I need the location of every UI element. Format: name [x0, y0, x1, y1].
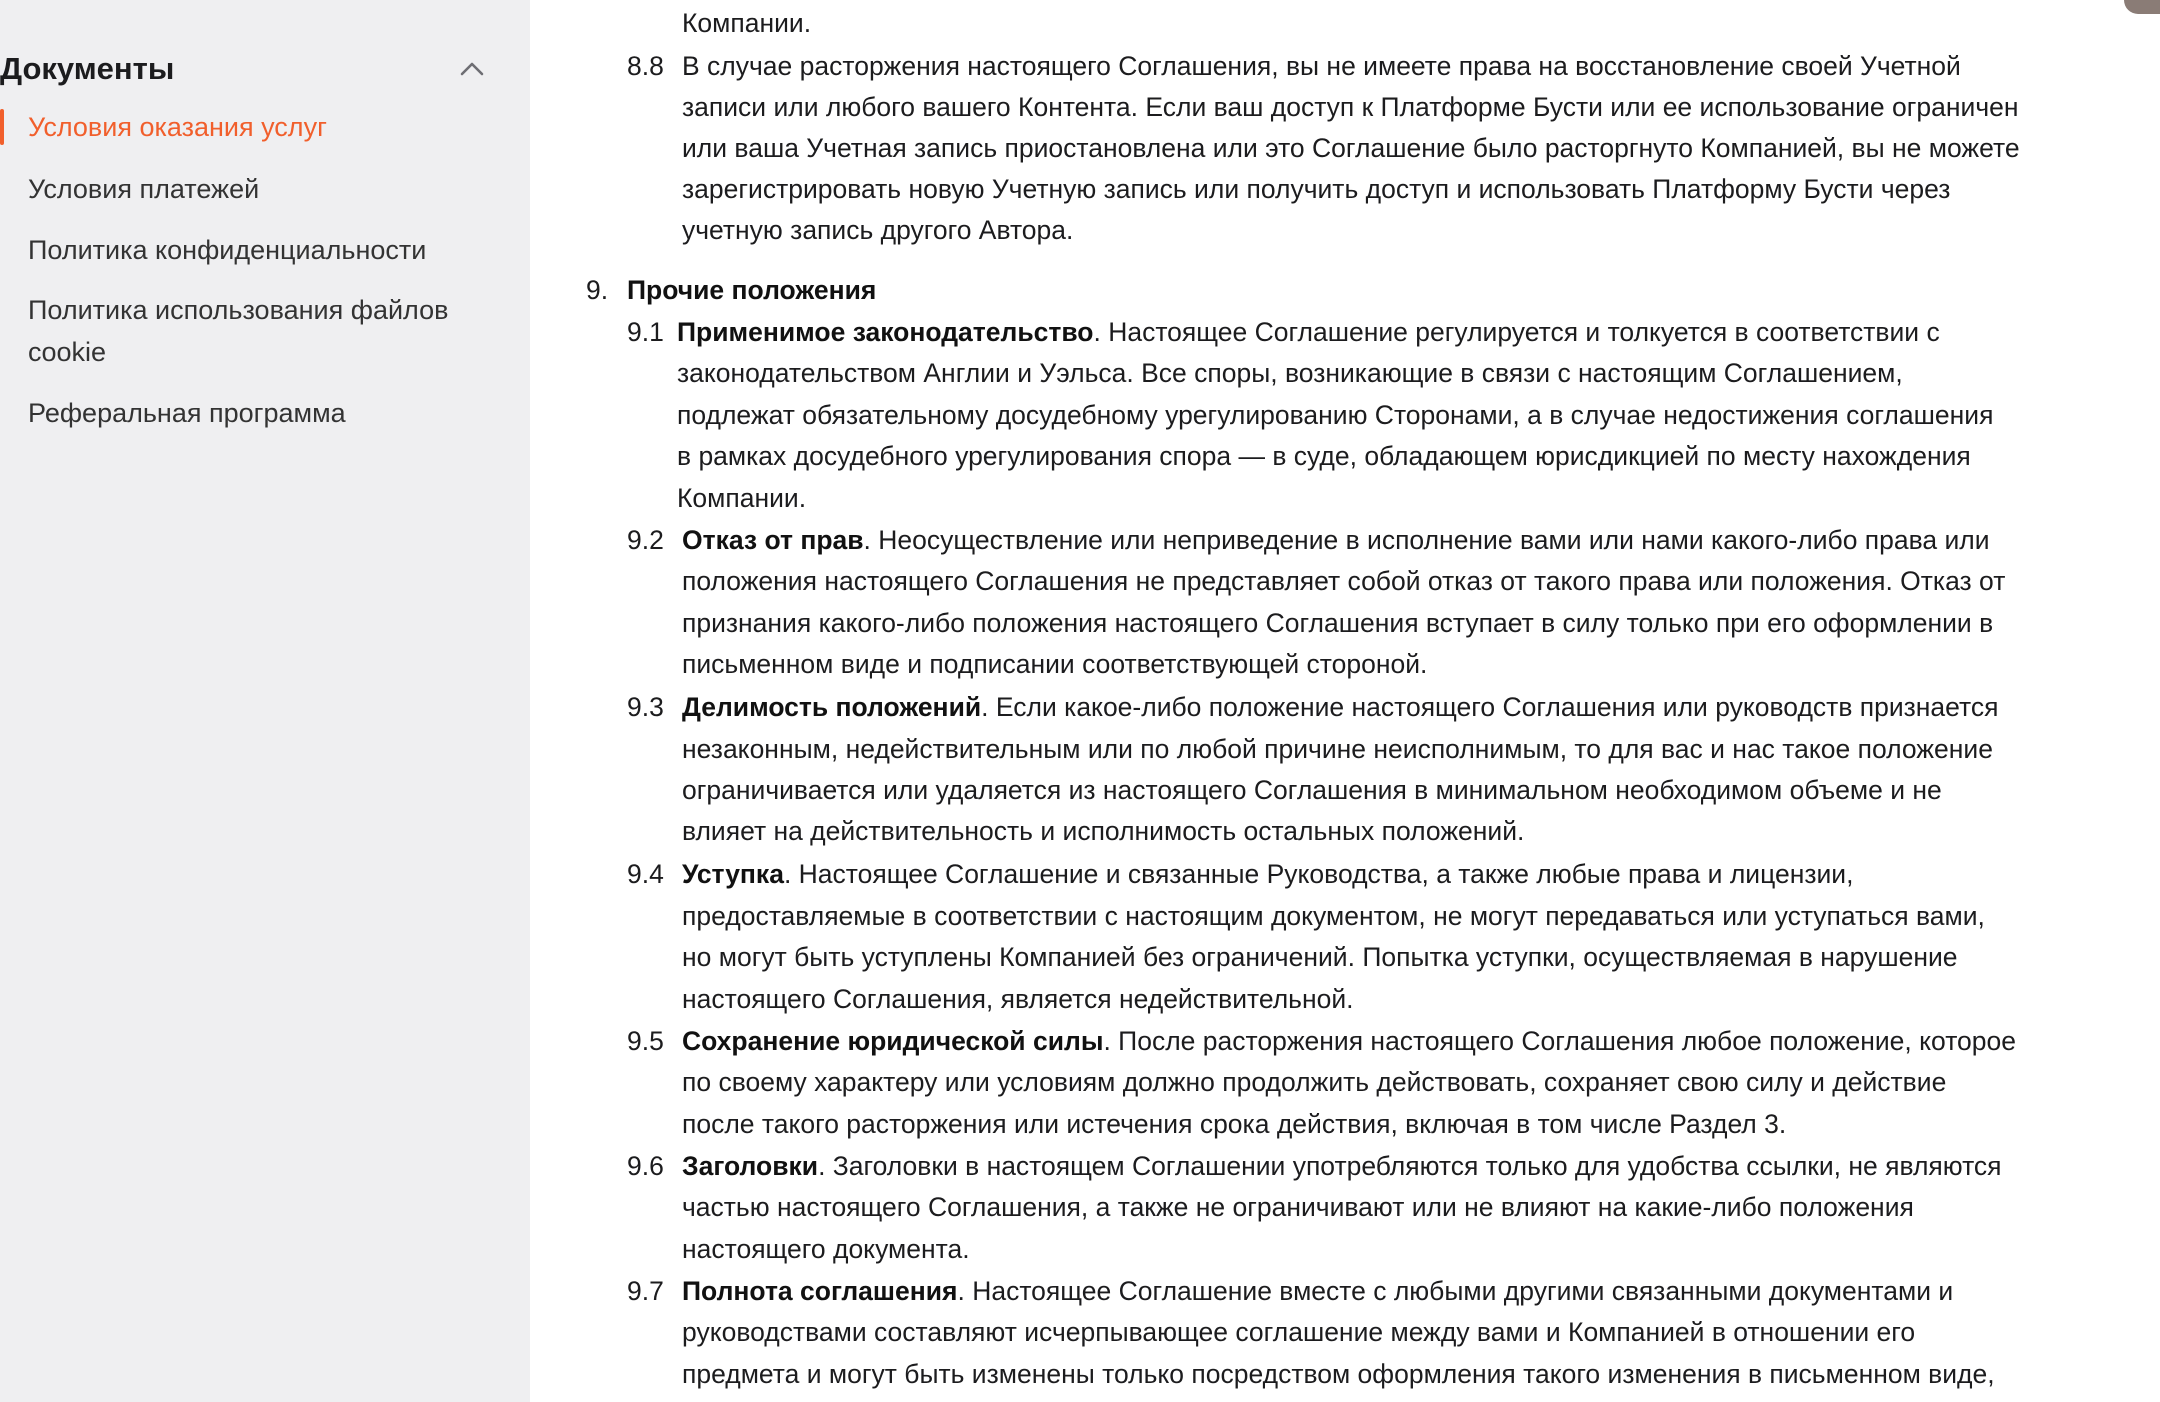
section-text: после такого расторжения или истечения срока действия, включая в том числе Раздел 3.	[682, 1109, 1787, 1139]
section-text: Компании.	[677, 483, 807, 513]
sidebar-item-privacy-policy[interactable]	[0, 229, 490, 271]
section-text: зарегистрировать новую Учетную запись или получить доступ и использовать Платформу Бусти через	[682, 174, 1951, 204]
section-text: подлежат обязательному досудебному урегулированию Сторонами, а в случае недостижения соглашения	[677, 400, 1994, 430]
section-text: Делимость положений. Если какое-либо положение настоящего Соглашения или руководств признается	[682, 692, 1999, 722]
sidebar-item-label: Условия оказания услуг	[28, 112, 327, 142]
section-text: влияет на действительность и исполнимость остальных положений.	[682, 816, 1525, 846]
section-heading: Прочие положения	[627, 275, 877, 305]
section-text: законодательством Англии и Уэльса. Все споры, возникающие в связи с настоящим Соглашением,	[677, 358, 1903, 388]
section-text: Полнота соглашения. Настоящее Соглашение вместе с любыми другими связанными документами и	[682, 1276, 1954, 1306]
sidebar-item-label: Условия платежей	[28, 174, 260, 204]
section-number: 9.2	[627, 525, 664, 555]
chevron-up-icon[interactable]	[454, 51, 490, 87]
section-number: 9.5	[627, 1026, 664, 1056]
section-number: 9.7	[627, 1276, 664, 1306]
sidebar-item-terms-of-service[interactable]	[0, 106, 490, 148]
section-text: частью настоящего Соглашения, а также не ограничивают или не влияют на какие-либо положения	[682, 1192, 1914, 1222]
sidebar-item-label: cookie	[28, 337, 107, 367]
section-text: Компании.	[682, 8, 812, 38]
section-text: или ваша Учетная запись приостановлена или это Соглашение было расторгнуто Компанией, вы не можете	[682, 133, 2020, 163]
section-text: В случае расторжения настоящего Соглашения, вы не имеете права на восстановление своей Учетной	[682, 51, 1961, 81]
section-text: Заголовки. Заголовки в настоящем Соглашении употребляются только для удобства ссылки, не являются	[682, 1151, 2002, 1181]
section-text: Применимое законодательство. Настоящее Соглашение регулируется и толкуется в соответствии с	[677, 317, 1940, 347]
section-text: Отказ от прав. Неосуществление или неприведение в исполнение вами или нами какого-либо права или	[682, 525, 1990, 555]
section-text: письменном виде и подписании соответствующей стороной.	[682, 649, 1428, 679]
section-number: 9.1	[627, 317, 664, 347]
section-number: 9.	[586, 275, 609, 305]
sidebar-item-label: Политика использования файлов	[28, 295, 449, 325]
sidebar-item-label: Реферальная программа	[28, 398, 346, 428]
document-content	[530, 0, 2160, 1402]
section-text: но могут быть уступлены Компанией без ограничений. Попытка уступки, осуществляемая в нарушение	[682, 942, 1958, 972]
section-text: предмета и могут быть изменены только посредством оформления такого изменения в письменном виде,	[682, 1359, 1995, 1389]
documents-section-toggle[interactable]	[0, 46, 490, 92]
section-text: руководствами составляют исчерпывающее соглашение между вами и Компанией в отношении его	[682, 1317, 1916, 1347]
section-text: Уступка. Настоящее Соглашение и связанные Руководства, а также любые права и лицензии,	[682, 859, 1854, 889]
sidebar-title: Документы	[0, 51, 175, 86]
section-text: признания какого-либо положения настоящего Соглашения вступает в силу только при его оформлении в	[682, 608, 1994, 638]
section-text: Сохранение юридической силы. После расторжения настоящего Соглашения любое положение, которое	[682, 1026, 2016, 1056]
section-number: 9.4	[627, 859, 664, 889]
section-text: предоставляемые в соответствии с настоящим документом, не могут передаваться или уступаться вами,	[682, 901, 1985, 931]
sidebar-item-label: Политика конфиденциальности	[28, 235, 427, 265]
section-text: в рамках досудебного урегулирования спора — в суде, обладающем юрисдикцией по месту нахождения	[677, 441, 1971, 471]
section-number: 8.8	[627, 51, 664, 81]
section-number: 9.3	[627, 692, 664, 722]
section-text: по своему характеру или условиям должно продолжить действовать, сохраняет свою силу и действие	[682, 1067, 1947, 1097]
section-number: 9.6	[627, 1151, 664, 1181]
section-text: настоящего документа.	[682, 1234, 970, 1264]
section-text: ограничивается или удаляется из настоящего Соглашения в минимальном необходимом объеме и не	[682, 775, 1942, 805]
sidebar-item-payment-terms[interactable]	[0, 168, 490, 210]
section-text: записи или любого вашего Контента. Если ваш доступ к Платформе Бусти или ее использование ограничен	[682, 92, 2019, 122]
section-text: положения настоящего Соглашения не представляет собой отказ от такого права или положения. Отказ от	[682, 566, 2006, 596]
section-text: настоящего Соглашения, является недействительной.	[682, 984, 1354, 1014]
section-text: незаконным, недействительным или по любой причине неисполнимым, то для вас и нас такое положение	[682, 734, 1993, 764]
sidebar-item-referral-program[interactable]	[0, 392, 490, 434]
sidebar	[0, 0, 530, 1402]
sidebar-item-cookie-policy[interactable]	[0, 289, 490, 373]
section-text: учетную запись другого Автора.	[682, 215, 1074, 245]
